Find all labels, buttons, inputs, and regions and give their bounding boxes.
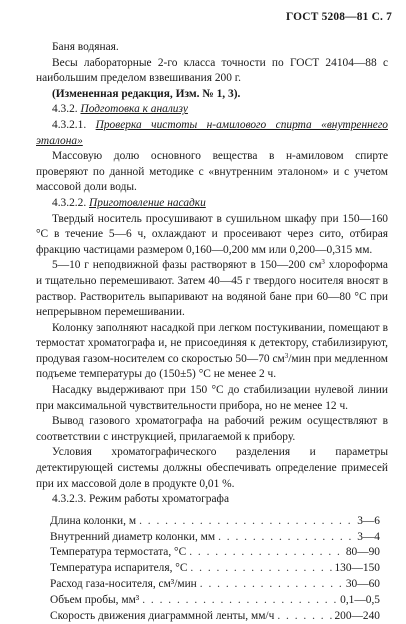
parameter-label: Длина колонки, м [50,514,137,527]
paragraph-packing-hold: Насадку выдерживают при 150 °С до стабилизации нулевой линии при максимальной чувствительности прибора, но не менее 12 ч. [36,384,388,412]
paragraph-bath: Баня водяная. [52,41,119,53]
section-number: 4.3.2.1. [52,118,87,131]
leader-dots [274,609,334,624]
page-header: ГОСТ 5208—81 С. 7 [285,11,392,23]
paragraph-column-filling [36,321,388,383]
superscript: 3 [284,351,289,360]
parameter-row [50,514,380,530]
leader-dots [186,545,346,561]
parameter-label: Температура испарителя, °С [50,562,188,575]
parameter-value: 0,1—0,5 [340,593,380,606]
paragraph-scales: Весы лабораторные 2-го класса точности по ГОСТ 24104—88 с наибольшим пределом взвешивания 200 г. [36,56,388,85]
section-title: Проверка чистоты н-амилового спирта «внутреннего эталона» [36,118,388,147]
parameter-label: Внутренний диаметр колонки, мм [50,530,216,543]
parameter-value: 3—6 [357,514,380,527]
section-heading-purity [36,118,388,149]
paragraph-operating-mode-heading: 4.3.2.3. Режим работы хроматографа [52,493,229,506]
parameter-row [50,593,380,609]
parameter-label: Расход газа-носителя, см³/мин [50,578,197,590]
section-heading-packing [36,196,388,212]
paragraph-solid-carrier: Твердый носитель просушивают в сушильном шкафу при 150—160 °С в течение 5—6 ч, охлаждают и просеивают через сито, отбирая фракцию частицами размером 0,160—0,200 мм или 0,200—0,315 мм. [36,212,388,256]
parameter-row [50,545,380,561]
leader-dots [136,514,357,530]
leader-dots [197,577,346,593]
parameter-value: 3—4 [357,530,380,543]
parameters-list [50,514,380,624]
text-part: /мин при медленном подъеме температуры до (150±5) °С не менее 2 ч. [36,352,388,381]
document-body [36,40,388,624]
parameter-row [50,609,380,624]
paragraph-conditions: Условия хроматографического разделения и параметры детектирующей системы должны обеспечивать определение примесей при их массовой доле в продукте 0,01 %. [36,446,388,490]
parameter-value: 30—60 [345,578,380,590]
paragraph-stationary-phase [36,258,388,320]
text-part: Колонку заполняют насадкой при легком постукивании, помещают в термостат хроматографа и, не присоединяя к детектору, стабилизируют, продувая газом-носителем со скоростью 50—70 см [36,321,388,365]
text-part: 5—10 г неподвижной фазы растворяют в 150—200 см [52,259,322,272]
parameter-value: 80—90 [345,546,380,559]
parameter-value: 200—240 [334,609,380,622]
paragraph-working-mode: Вывод газового хроматографа на рабочий режим осуществляют в соответствии с инструкцией, прилагаемой к прибору. [36,415,388,443]
parameter-row [50,577,380,593]
parameter-label: Температура термостата, °С [50,546,187,559]
amendment-note: (Измененная редакция, Изм. № 1, 3). [52,87,241,100]
parameter-label: Скорость движения диаграммной ленты, мм/ч [50,609,275,622]
parameter-row [50,561,380,577]
text-part: хлороформа и тщательно перемешивают. Затем 40—45 г твердого носителя вносят в раствор. Растворитель выпаривают на водяной бане при 60—80 °С при непрерывном перемешивании. [36,259,388,319]
section-title: Подготовка к анализу [80,103,188,116]
leader-dots [215,530,357,546]
parameter-value: 130—150 [334,562,380,575]
parameter-row [50,530,380,546]
section-number: 4.3.2.2. [52,196,87,209]
leader-dots [139,593,340,609]
parameter-label: Объем пробы, мм³ [50,593,140,606]
leader-dots [187,561,334,577]
paragraph-mass-fraction: Массовую долю основного вещества в н-амиловом спирте проверяют по данной методике с «внутренним эталоном» и с учетом массовой доли воды. [36,150,388,194]
section-heading-preparation [36,102,388,118]
superscript: 3 [321,258,325,267]
section-number: 4.3.2. [52,103,78,116]
section-title: Приготовление насадки [89,196,206,209]
